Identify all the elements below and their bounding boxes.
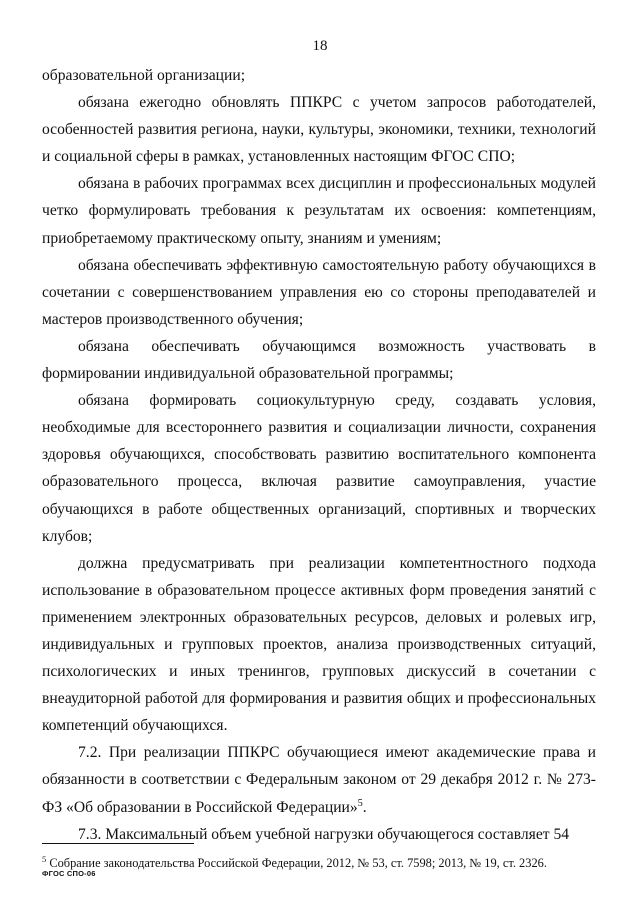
paragraph-continuation: образовательной организации; bbox=[42, 67, 246, 84]
page-number: 18 bbox=[312, 38, 328, 54]
paragraph-7-2-text: 7.2. При реализации ППКРС обучающиеся имеют академические права и обязанности в соответствии с Федеральным законом от 29 декабря 2012 г. № 273-ФЗ «Об образовании в Российской Федерации» bbox=[42, 744, 596, 816]
footnote bbox=[42, 852, 602, 871]
paragraph-sociocultural-environment: обязана формировать социокультурную среду, создавать условия, необходимые для всестороннего развития и социализации личности, сохранения здоровья обучающихся, способствовать развитию воспитательного компонента образовательного процесса, включая развитие самоуправления, участие обучающихся в работе общественных организаций, спортивных и творческих клубов; bbox=[42, 392, 596, 545]
footnote-divider bbox=[42, 843, 194, 844]
paragraph-7-3: 7.3. Максимальный объем учебной нагрузки обучающегося составляет 54 bbox=[78, 825, 570, 843]
paragraph-7-2: 7.2. При реализации ППКРС обучающиеся имеют академические права и обязанности в соответствии с Федеральным законом от 29 декабря 2012 г. № 273-ФЗ «Об образовании в Российской Федерации»$^5$. bbox=[42, 744, 596, 816]
body-text bbox=[42, 62, 596, 848]
document-code: ФГОС СПО-06 bbox=[42, 869, 96, 878]
paragraph-independent-work: обязана обеспечивать эффективную самостоятельную работу обучающихся в сочетании с совершенствованием управления ею со стороны преподавателей и мастеров производственного обучения; bbox=[42, 256, 596, 328]
footnote-reference: 5 bbox=[357, 797, 363, 809]
footnote-text: Собрание законодательства Российской Федерации, 2012, № 53, ст. 7598; 2013, № 19, ст. 2326. bbox=[46, 856, 547, 871]
paragraph-update-program: обязана ежегодно обновлять ППКРС с учетом запросов работодателей, особенностей развития региона, науки, культуры, экономики, техники, технологий и социальной сферы в рамках, установленных настоящим ФГОС СПО; bbox=[42, 94, 596, 166]
paragraph-learning-outcomes: обязана в рабочих программах всех дисциплин и профессиональных модулей четко формулировать требования к результатам их освоения: компетенциям, приобретаемому практическому опыту, знаниям и умениям; bbox=[42, 175, 596, 247]
paragraph-active-learning: должна предусматривать при реализации компетентностного подхода использование в образовательном процессе активных форм проведения занятий с применением электронных образовательных ресурсов, деловых и ролевых игр, индивидуальных и групповых проектов, анализа производственных ситуаций, психологических и иных тренингов, групповых дискуссий в сочетании с внеаудиторной работой для формирования и развития общих и профессиональных компетенций обучающихся. bbox=[42, 554, 596, 735]
paragraph-individual-program: обязана обеспечивать обучающимся возможность участвовать в формировании индивидуальной образовательной программы; bbox=[42, 337, 596, 383]
footnote-marker: 5 bbox=[42, 854, 47, 864]
